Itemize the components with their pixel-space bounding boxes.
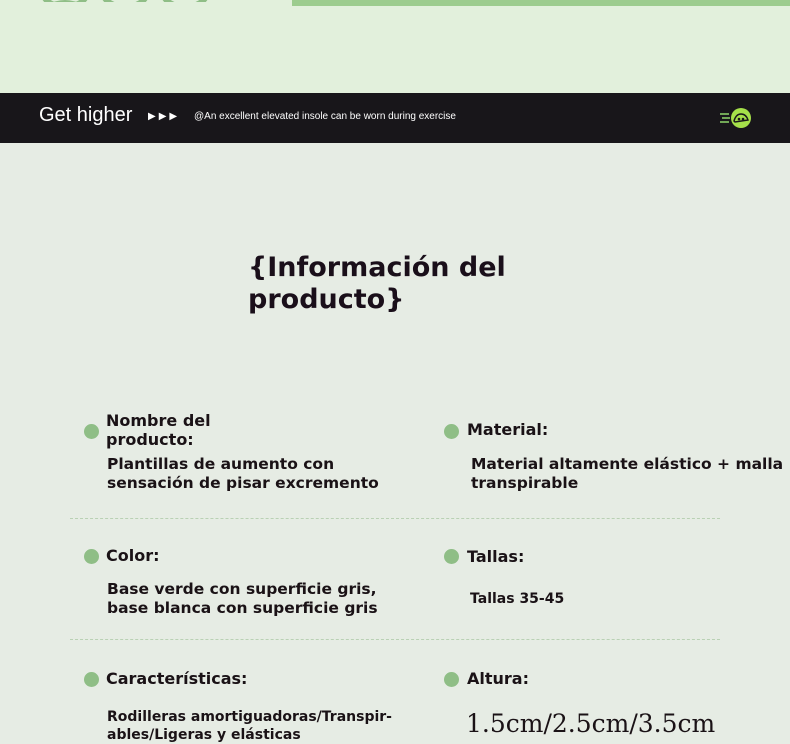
features-label: Características:	[106, 669, 248, 688]
running-insole-logo-icon	[719, 107, 753, 129]
height-value: 1.5cm/2.5cm/3.5cm	[466, 709, 716, 738]
name-value-line-1: Plantillas de aumento con	[107, 455, 335, 473]
bullet-dot	[444, 424, 459, 439]
sizes-value: Tallas 35-45	[470, 591, 565, 607]
color-value	[107, 580, 378, 618]
section-divider	[70, 639, 720, 640]
name-label-line-2: producto:	[106, 430, 194, 449]
top-decorative-band	[0, 0, 790, 93]
material-value-line-1: Material altamente elástico + malla	[471, 455, 784, 473]
height-label: Altura:	[467, 669, 529, 688]
heading-line-1: {Información del	[248, 252, 506, 283]
name-label	[106, 411, 211, 449]
bullet-dot	[444, 549, 459, 564]
bullet-dot	[84, 672, 99, 687]
bullet-dot	[84, 549, 99, 564]
features-value-line-1: Rodilleras amortiguadoras/Transpir-	[107, 709, 392, 725]
name-value	[107, 455, 379, 493]
sizes-label: Tallas:	[467, 547, 525, 566]
heading-line-2: producto}	[248, 284, 405, 315]
banner-arrows: ▶▶▶	[148, 111, 181, 122]
section-divider	[70, 518, 720, 519]
features-value	[107, 708, 392, 744]
product-info-heading	[248, 252, 506, 316]
bullet-dot	[444, 672, 459, 687]
banner-title: Get higher	[39, 104, 133, 126]
banner-subtitle: @An excellent elevated insole can be worn during exercise	[194, 111, 456, 122]
color-label: Color:	[106, 546, 160, 565]
name-value-line-2: sensación de pisar excremento	[107, 474, 379, 492]
top-cropped-lettering	[40, 0, 260, 2]
material-value	[471, 455, 783, 493]
features-value-line-2: ables/Ligeras y elásticas	[107, 727, 301, 743]
material-label: Material:	[467, 420, 549, 439]
bullet-dot	[84, 424, 99, 439]
color-value-line-1: Base verde con superficie gris,	[107, 580, 377, 598]
material-value-line-2: transpirable	[471, 474, 579, 492]
top-accent-bar	[292, 0, 790, 6]
color-value-line-2: base blanca con superficie gris	[107, 599, 378, 617]
name-label-line-1: Nombre del	[106, 411, 211, 430]
